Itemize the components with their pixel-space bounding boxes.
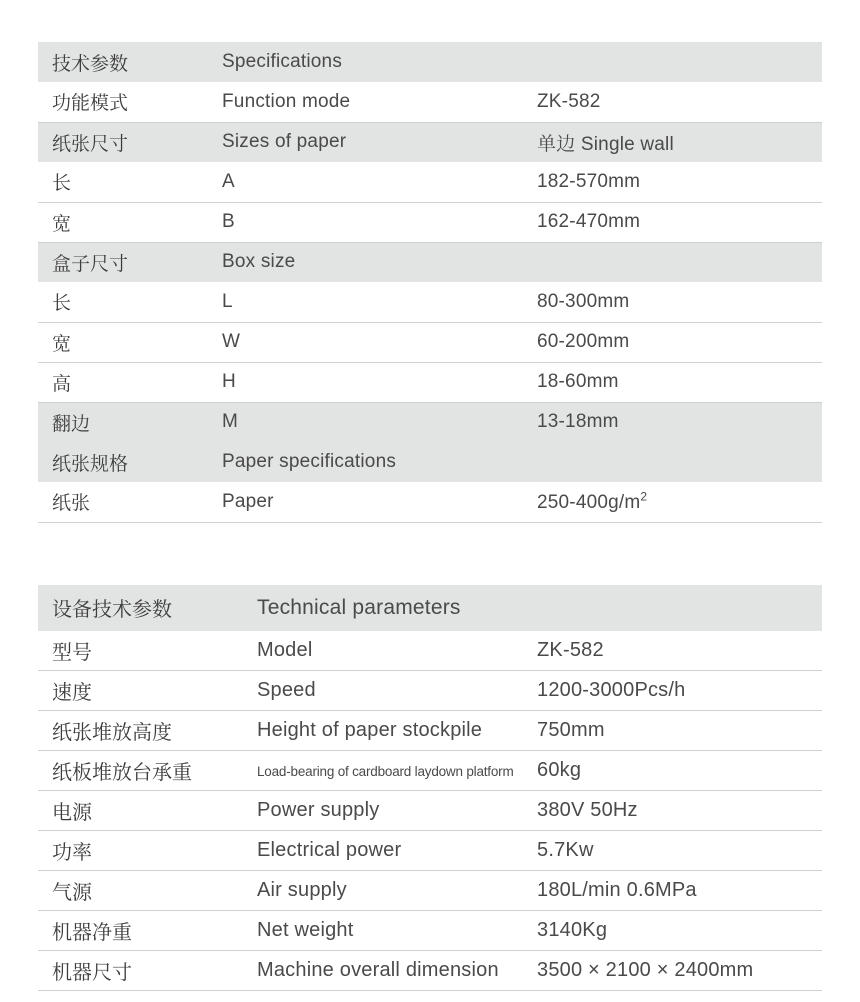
spec-label-en: Box size: [222, 251, 296, 273]
tech-label-cn: 电源: [52, 802, 92, 824]
tech-label-cn: 速度: [52, 682, 92, 704]
spec-value: 单边 Single wall: [537, 133, 674, 155]
tech-label-cn: 气源: [52, 882, 92, 904]
tech-label-en: Power supply: [257, 799, 380, 821]
spec-value: 182-570mm: [537, 170, 641, 192]
table-row: [38, 831, 822, 871]
spec-value: 60-200mm: [537, 331, 630, 352]
table-row: [38, 585, 822, 631]
table-row: [38, 362, 822, 402]
spec-label-en: A: [222, 170, 235, 192]
spec-value: 18-60mm: [537, 371, 619, 392]
table-row: [38, 162, 822, 202]
tech-value: 3500 × 2100 × 2400mm: [537, 959, 754, 981]
table-row: [38, 751, 822, 791]
tech-value: 1200-3000Pcs/h: [537, 679, 686, 701]
table-row: [38, 911, 822, 951]
spec-value-text: 250-400g/m: [537, 491, 641, 513]
spec-value: 13-18mm: [537, 411, 619, 433]
tech-value: 750mm: [537, 719, 605, 741]
spec-label-en: Specifications: [222, 51, 343, 72]
tech-label-cn: 功率: [52, 842, 92, 864]
spec-value: ZK-582: [537, 90, 601, 112]
tech-value: 180L/min 0.6MPa: [537, 879, 697, 901]
table-row: [38, 402, 822, 442]
spec-value: [537, 489, 648, 513]
tech-label-cn: 机器尺寸: [52, 962, 132, 984]
tech-label-en: Electrical power: [257, 839, 402, 861]
spec-label-en: Paper: [222, 490, 274, 512]
tech-label-en: Net weight: [257, 919, 354, 941]
spec-label-cn: 翻边: [52, 413, 91, 435]
spec-value-superscript: 2: [640, 489, 648, 504]
table-row: [38, 122, 822, 162]
tech-value: 380V 50Hz: [537, 799, 638, 821]
spec-label-cn: 长: [52, 293, 72, 315]
table-row: [38, 711, 822, 751]
table-row: [38, 442, 822, 482]
tech-value: 3140Kg: [537, 919, 608, 941]
tech-label-en: Speed: [257, 679, 316, 701]
spec-label-cn: 高: [52, 373, 72, 395]
table-row: [38, 871, 822, 911]
tech-label-en: Load-bearing of cardboard laydown platform: [257, 764, 514, 779]
table-row: [38, 242, 822, 282]
tech-label-cn: 机器净重: [52, 922, 132, 944]
spec-label-cn: 宽: [52, 213, 72, 235]
table-row: [38, 791, 822, 831]
specification-sheet: [0, 42, 860, 1002]
tech-label-en: Height of paper stockpile: [257, 719, 483, 741]
tech-value: ZK-582: [537, 638, 604, 661]
tech-label-cn: 设备技术参数: [52, 599, 172, 621]
spec-label-cn: 长: [52, 173, 72, 195]
table-row: [38, 42, 822, 82]
spec-label-cn: 纸张规格: [52, 453, 129, 475]
spec-label-cn: 技术参数: [52, 53, 129, 75]
tech-label-en: Air supply: [257, 879, 347, 901]
table-row: [38, 482, 822, 522]
spec-label-en: Sizes of paper: [222, 131, 347, 153]
tech-value: 5.7Kw: [537, 839, 594, 861]
spec-label-en: B: [222, 211, 235, 232]
spec-label-en: M: [222, 411, 239, 433]
spec-label-cn: 纸张: [52, 493, 91, 515]
table-row: [38, 82, 822, 122]
spec-label-en: Function mode: [222, 90, 351, 112]
tech-label-cn: 型号: [52, 641, 92, 664]
table-row: [38, 322, 822, 362]
table-row: [38, 282, 822, 322]
spec-label-en: H: [222, 371, 236, 392]
table-row: [38, 631, 822, 671]
spec-value: 80-300mm: [537, 290, 630, 312]
tech-label-en: Model: [257, 638, 313, 661]
tech-label-cn: 纸板堆放台承重: [52, 762, 192, 784]
technical-parameters-table: [38, 585, 822, 992]
spec-label-en: L: [222, 290, 233, 312]
table-row: [38, 202, 822, 242]
spec-label-cn: 宽: [52, 333, 72, 355]
spec-label-cn: 纸张尺寸: [52, 133, 129, 155]
spec-value: 162-470mm: [537, 211, 641, 232]
tech-label-cn: 纸张堆放高度: [52, 722, 172, 744]
spec-label-en: W: [222, 331, 241, 352]
table-row: [38, 671, 822, 711]
tech-label-en: Technical parameters: [257, 595, 461, 619]
specifications-table: [38, 42, 822, 523]
spec-label-cn: 盒子尺寸: [52, 253, 129, 275]
tech-value: 60kg: [537, 759, 582, 781]
tech-label-en: Machine overall dimension: [257, 959, 499, 981]
table-row: [38, 951, 822, 991]
spec-label-cn: 功能模式: [52, 93, 129, 115]
spec-label-en: Paper specifications: [222, 451, 397, 472]
